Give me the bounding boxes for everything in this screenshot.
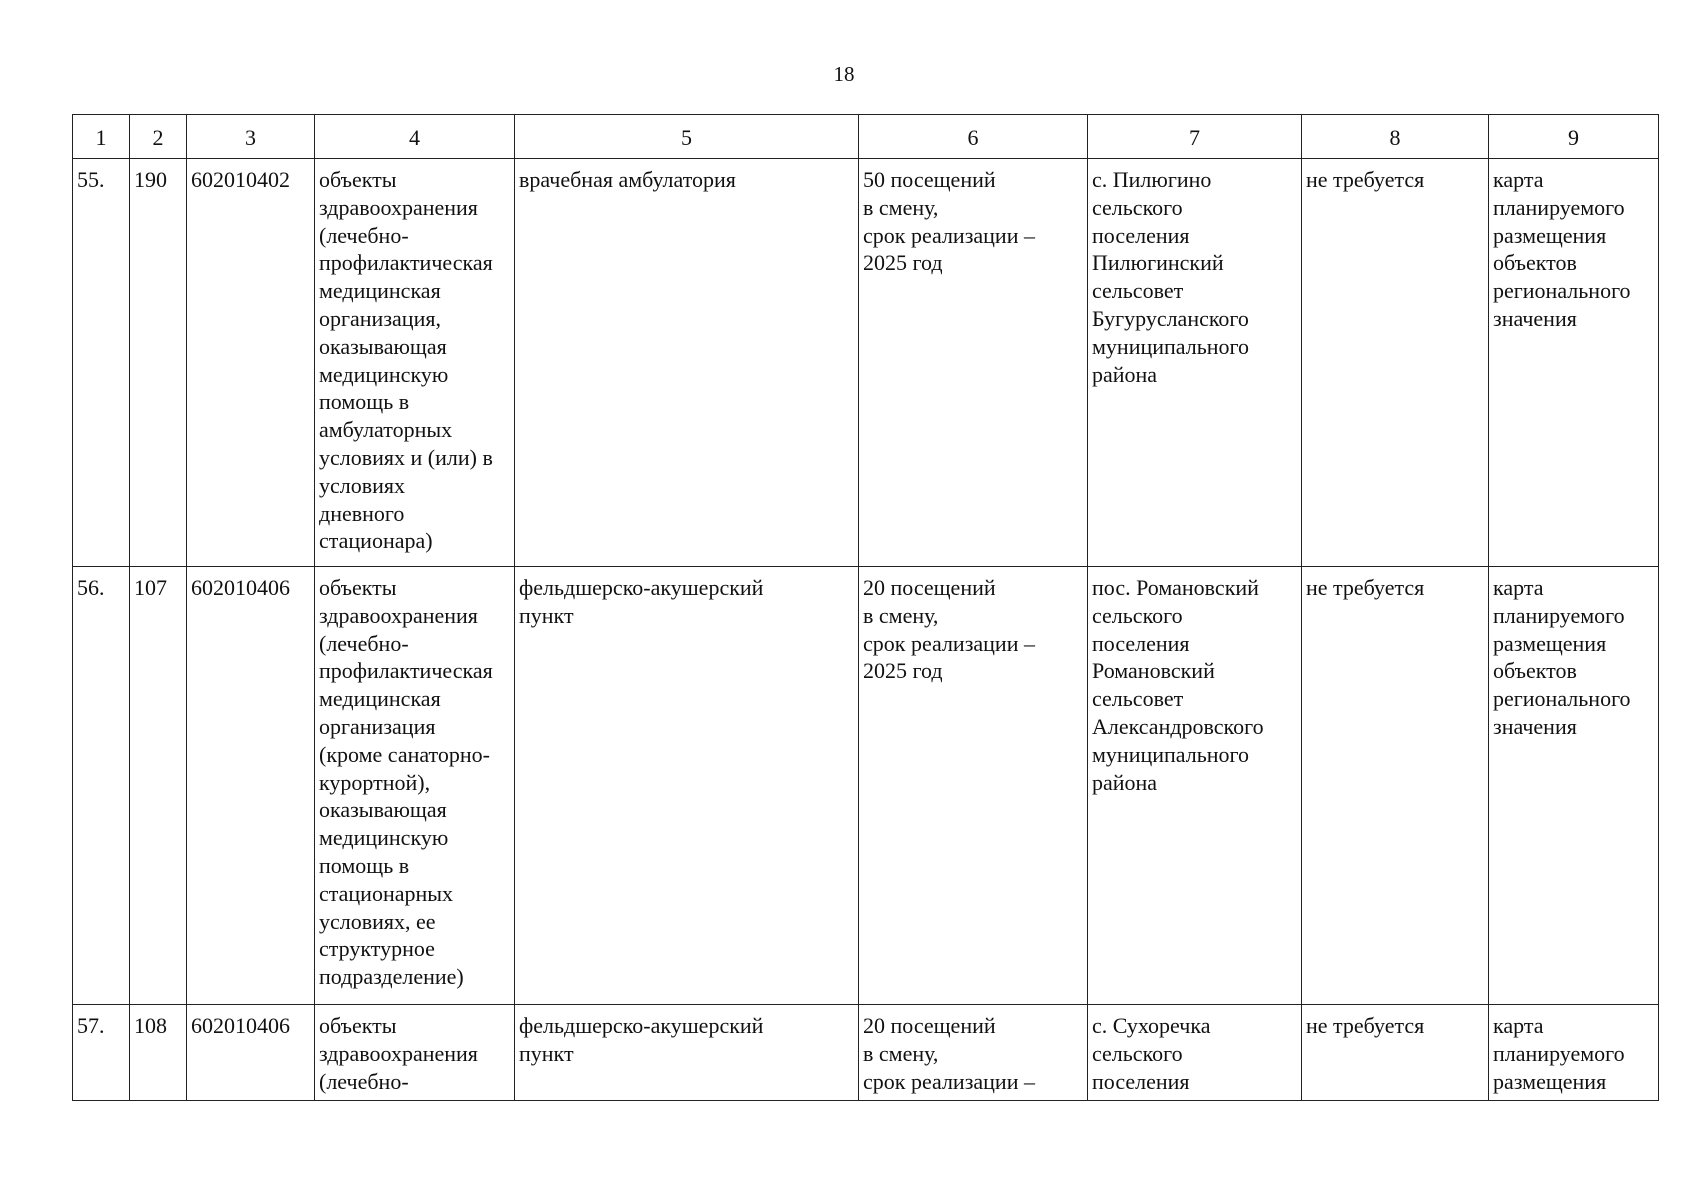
column-header: 4 [315, 115, 515, 159]
object-name-cell: фельдшерско-акушерский пункт [515, 567, 859, 1005]
column-header: 1 [73, 115, 130, 159]
object-category-cell: объекты здравоохранения (лечебно- профилактическая медицинская организация, оказывающая медицинскую помощь в амбулаторных условиях и (или) в условиях дневного стационара) [315, 159, 515, 567]
page-number: 18 [833, 62, 855, 86]
row-number-cell: 57. [73, 1005, 130, 1101]
location-cell: с. Пилюгино сельского поселения Пилюгинский сельсовет Бугурусланского муниципального района [1088, 159, 1302, 567]
zone-cell: не требуется [1302, 567, 1489, 1005]
column-header: 7 [1088, 115, 1302, 159]
object-category-cell: объекты здравоохранения (лечебно- профилактическая медицинская организация (кроме санаторно- курортной), оказывающая медицинскую помощь в стационарных условиях, ее структурное подразделение) [315, 567, 515, 1005]
header-row [73, 115, 1659, 159]
column-header: 6 [859, 115, 1088, 159]
column-header: 9 [1489, 115, 1659, 159]
object-category-cell: объекты здравоохранения (лечебно- [315, 1005, 515, 1101]
row-number-cell: 55. [73, 159, 130, 567]
zone-cell: не требуется [1302, 1005, 1489, 1101]
object-code-cell: 602010402 [187, 159, 315, 567]
object-id-cell: 107 [130, 567, 187, 1005]
column-header: 2 [130, 115, 187, 159]
object-id-cell: 108 [130, 1005, 187, 1101]
column-header: 8 [1302, 115, 1489, 159]
location-cell: с. Сухоречка сельского поселения [1088, 1005, 1302, 1101]
column-header: 5 [515, 115, 859, 159]
object-code-cell: 602010406 [187, 1005, 315, 1101]
map-reference-cell: карта планируемого размещения объектов регионального значения [1489, 567, 1659, 1005]
map-reference-cell: карта планируемого размещения объектов регионального значения [1489, 159, 1659, 567]
object-name-cell: врачебная амбулатория [515, 159, 859, 567]
table-row [73, 1005, 1659, 1101]
map-reference-cell: карта планируемого размещения [1489, 1005, 1659, 1101]
zone-cell: не требуется [1302, 159, 1489, 567]
capacity-cell: 20 посещений в смену, срок реализации – [859, 1005, 1088, 1101]
column-header: 3 [187, 115, 315, 159]
capacity-cell: 20 посещений в смену, срок реализации – 2025 год [859, 567, 1088, 1005]
object-name-cell: фельдшерско-акушерский пункт [515, 1005, 859, 1101]
planning-table [72, 114, 1659, 1101]
location-cell: пос. Романовский сельского поселения Романовский сельсовет Александровского муниципального района [1088, 567, 1302, 1005]
object-code-cell: 602010406 [187, 567, 315, 1005]
table-row [73, 159, 1659, 567]
capacity-cell: 50 посещений в смену, срок реализации – 2025 год [859, 159, 1088, 567]
object-id-cell: 190 [130, 159, 187, 567]
table-row [73, 567, 1659, 1005]
row-number-cell: 56. [73, 567, 130, 1005]
